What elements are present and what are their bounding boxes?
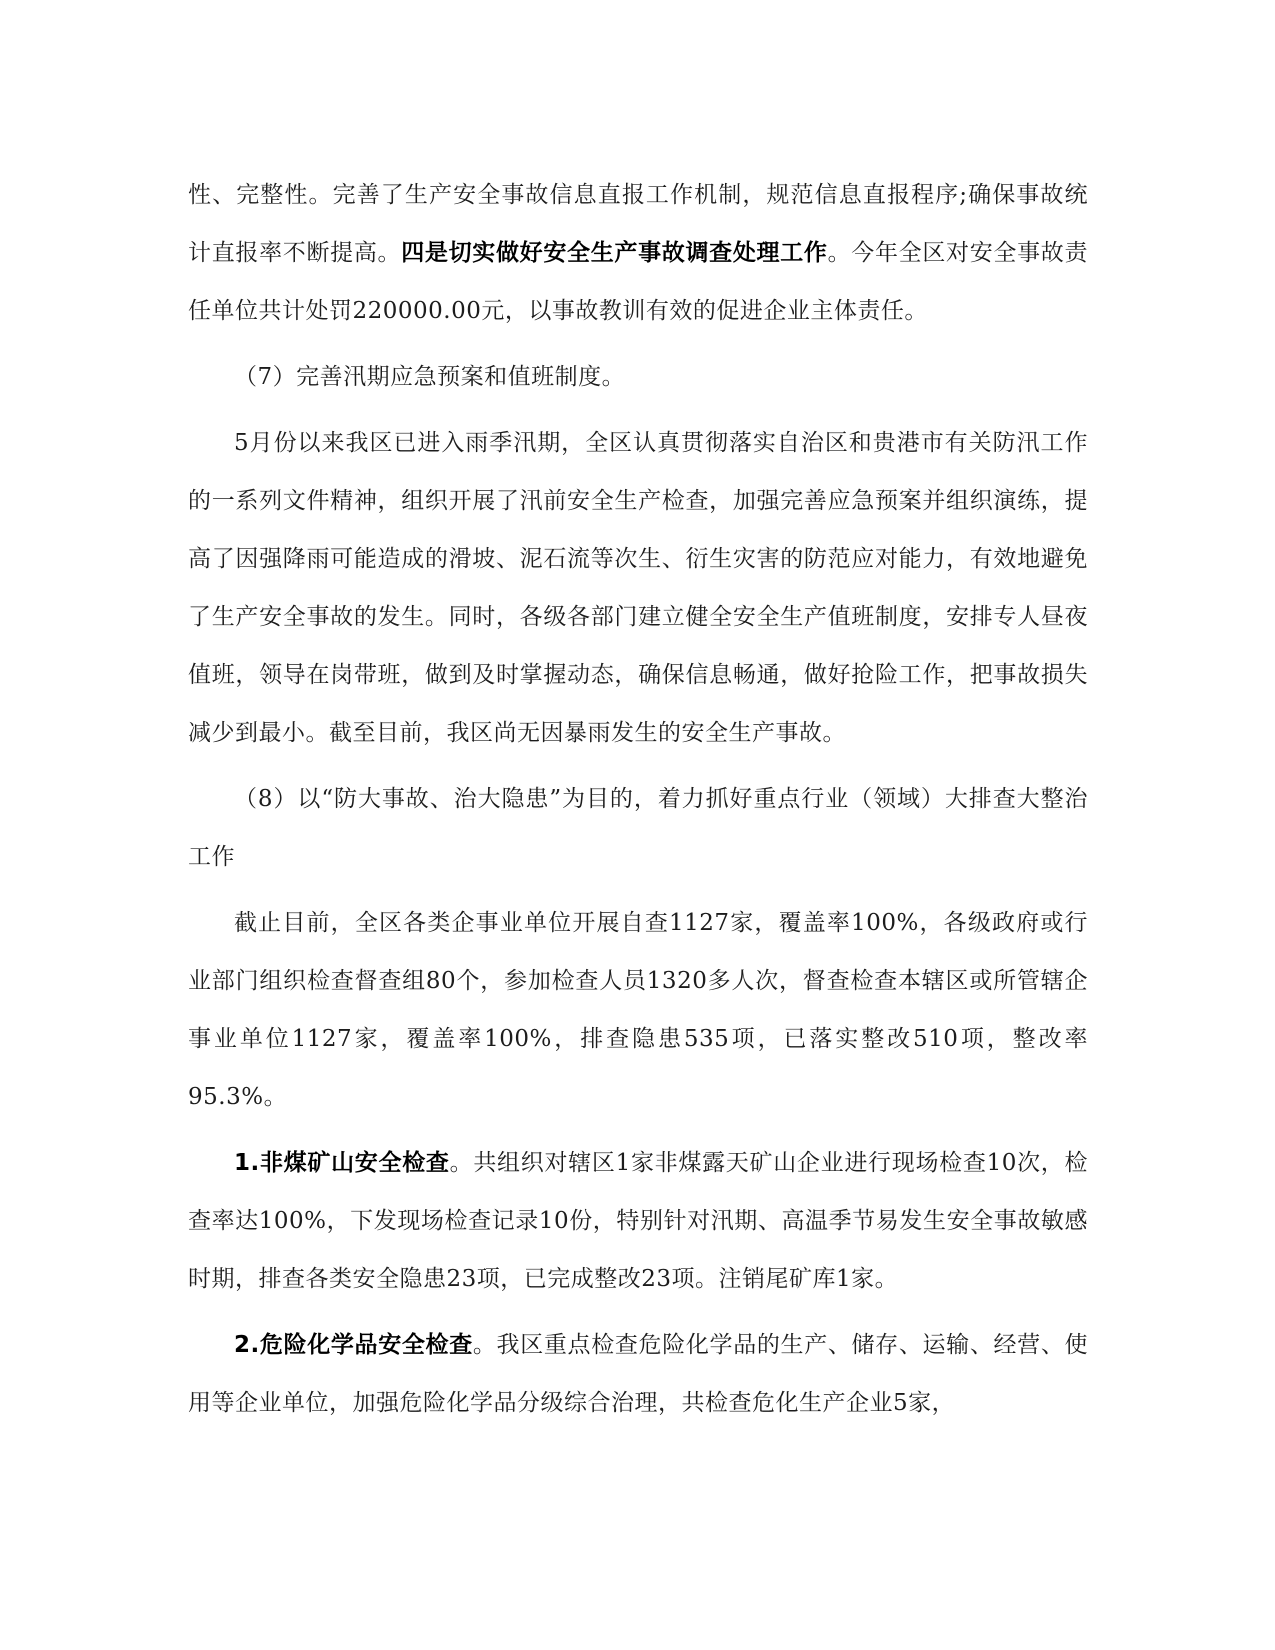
paragraph-chemical-safety bbox=[188, 1316, 1088, 1432]
paragraph-text: 。我区重点检查危险化学品的生产、储存、运输、经营、使用等企业单位，加强危险化学品分级综合治理，共检查危化生产企业5家， bbox=[188, 1332, 1088, 1416]
bold-heading-mine-safety: 1.非煤矿山安全检查 bbox=[234, 1150, 450, 1176]
paragraph-mine-safety bbox=[188, 1134, 1088, 1308]
document-body bbox=[188, 166, 1088, 1432]
bold-heading-accident-investigation: 四是切实做好安全生产事故调查处理工作 bbox=[401, 240, 828, 266]
section-heading-flood-plan: （7）完善汛期应急预案和值班制度。 bbox=[234, 364, 626, 390]
paragraph-text: 性、完整性。完善了生产安全事故信息直报工作机制，规范信息直报程序;确保事故统计直报率不断提高。 bbox=[188, 182, 1088, 266]
bold-heading-chemical-safety: 2.危险化学品安全检查 bbox=[234, 1332, 473, 1358]
paragraph-flood-season: 5月份以来我区已进入雨季汛期，全区认真贯彻落实自治区和贵港市有关防汛工作的一系列文件精神，组织开展了汛前安全生产检查，加强完善应急预案并组织演练，提高了因强降雨可能造成的滑坡、泥石流等次生、衍生灾害的防范应对能力，有效地避免了生产安全事故的发生。同时，各级各部门建立健全安全生产值班制度，安排专人昼夜值班，领导在岗带班，做到及时掌握动态，确保信息畅通，做好抢险工作，把事故损失减少到最小。截至目前，我区尚无因暴雨发生的安全生产事故。 bbox=[188, 430, 1088, 746]
paragraph-text: 。共组织对辖区1家非煤露天矿山企业进行现场检查10次，检查率达100%，下发现场检查记录10份，特别针对汛期、高温季节易发生安全事故敏感时期，排查各类安全隐患23项，已完成整改23项。注销尾矿库1家。 bbox=[188, 1150, 1088, 1292]
paragraph-inspection-stats: 截止目前，全区各类企事业单位开展自查1127家，覆盖率100%，各级政府或行业部门组织检查督查组80个，参加检查人员1320多人次，督查检查本辖区或所管辖企事业单位1127家，覆盖率100%，排查隐患535项，已落实整改510项，整改率95.3%。 bbox=[188, 910, 1088, 1110]
section-heading-hazard-inspection: （8）以“防大事故、治大隐患”为目的，着力抓好重点行业（领域）大排查大整治工作 bbox=[188, 786, 1088, 870]
paragraph-accident-reporting bbox=[188, 166, 1088, 340]
paragraph-text: 。今年全区对安全事故责任单位共计处罚220000.00元，以事故教训有效的促进企业主体责任。 bbox=[188, 240, 1089, 324]
